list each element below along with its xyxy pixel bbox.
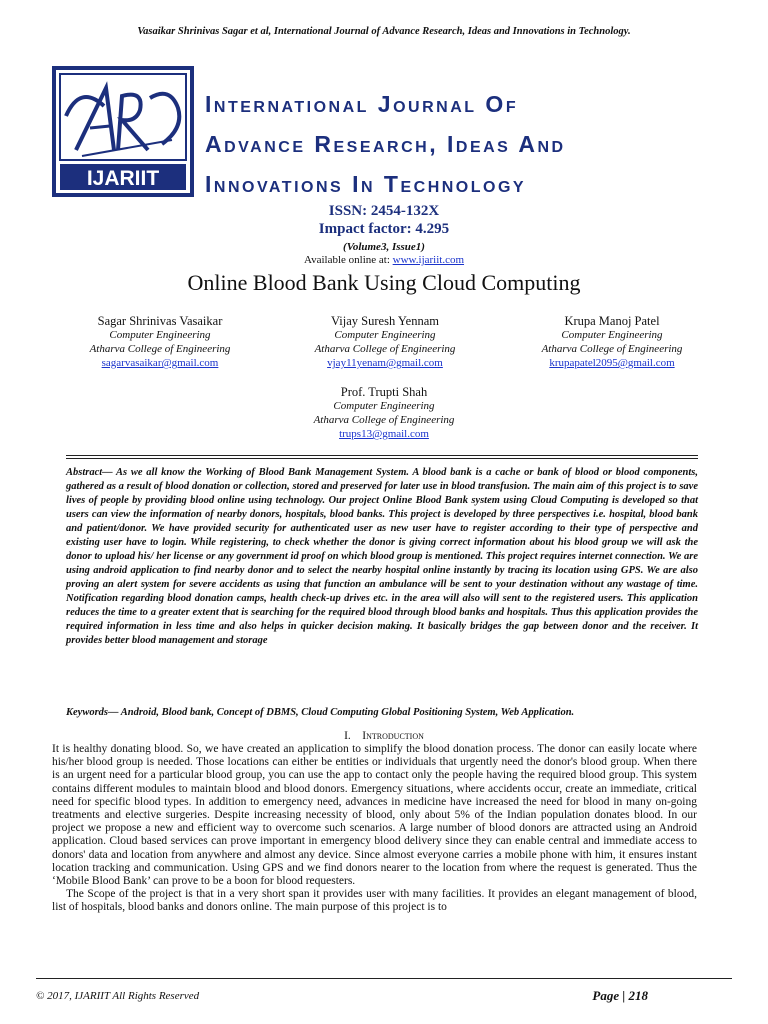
author-dept: Computer Engineering [561, 329, 663, 341]
availability-line [0, 254, 768, 266]
author-block [265, 314, 505, 370]
journal-title [205, 84, 725, 204]
author-block [264, 385, 504, 441]
availability-prefix: Available online at: [303, 254, 393, 266]
author-email-link[interactable]: trups13@gmail.com [339, 428, 429, 440]
divider [66, 455, 698, 456]
footer-copyright: © 2017, IJARIIT All Rights Reserved [36, 990, 200, 1002]
author-name: Prof. Trupti Shah [340, 385, 428, 399]
author-college: Atharva College of Engineering [541, 343, 683, 355]
logo-text: IJARIIT [86, 167, 160, 190]
journal-url-link[interactable]: www.ijariit.com [392, 254, 465, 266]
author-block [492, 314, 732, 370]
author-email-link[interactable]: krupapatel2095@gmail.com [549, 357, 675, 369]
abstract: Abstract— As we all know the Working of Blood Bank Management System. A blood bank is a cache or bank of blood or blood components, gathered as a result of blood donation or collection, stored and preserved for later use in blood transfusion. The main aim of this project is to save lives of people by providing blood online using technology. Our project Online Blood Bank system using Cloud Computing is developed so that users can view the information of nearby donors, hospitals, blood banks. This project is developed by three perspectives i.e. hospital, blood bank and patient/donor. We have provided security for authenticated user as new user have to register according to their type of perspective and existing user have to login. While registering, to check whether the donor is giving correct information about his blood group we will ask the donor to upload his/ her license or any government id proof on which blood group is mentioned. This project requires internet connection. We are using android application to find nearby donor and to select the nearby hospital online instantly by tracing its location using GPS. We are also proving an alert system for severe accidents as using that function an ambulance will be sent to your destination without any wastage of time. Notification regarding blood donation camps, health check-up drives etc. in the area will also will sent to the registered users. This application reduces the time to a greater extent that is searching for the required blood through blood banks and hospitals. Thus this application provides the required information in less time and also helps in quicker decision making. It basically bridges the gap between donor and the receiver. It provides better blood management and storage [66, 467, 698, 646]
author-email-link[interactable]: sagarvasaikar@gmail.com [101, 357, 219, 369]
paragraph: The Scope of the project is that in a very short span it provides user with many facilities. It provides an elegant management of blood, list of hospitals, blood banks and donors online. The main purpose of this project is to [52, 888, 697, 914]
author-college: Atharva College of Engineering [89, 343, 231, 355]
keywords: Keywords— Android, Blood bank, Concept of DBMS, Cloud Computing Global Positioning System, Web Application. [66, 707, 575, 718]
footer-divider [36, 978, 732, 979]
paper-title: Online Blood Bank Using Cloud Computing [187, 270, 581, 295]
page-number: Page | 218 [592, 988, 648, 1003]
author-dept: Computer Engineering [333, 400, 435, 412]
journal-title-line-3: Innovations In Technology [205, 171, 527, 197]
author-college: Atharva College of Engineering [313, 414, 455, 426]
paragraph: It is healthy donating blood. So, we have created an application to simplify the blood donation process. The donor can easily locate where his/her blood group is needed. Those locations can either be entities or individuals that urgently need the donor's blood group. When there is an urgent need for a particular blood group, you can use the app to contact only the people having the required blood group. This system contains different modules to maintain blood and blood donors. Emergency situations, where accidents occur, create an immediate, critical need for specific blood types. In addition to emergency need, advances in medicine have increased the need for blood in many on-going treatments and elective surgeries. Despite increasing necessity of blood, only about 5% of the Indian population donates blood. In our project we propose a new and efficient way to overcome such scenarios. A large number of blood donors are attracted using an Android application. Cloud based services can prove important in emergency blood delivery since they can enable central and immediate access to donors' data and location from anywhere and almost any device. Since almost everyone carries a mobile phone with him, it ensures instant location tracking and communication. Using GPS and we find donors nearer to the location from where the request is generated. Thus the ‘Mobile Blood Bank’ can prove to be a boon for blood requesters. [52, 743, 697, 888]
author-email-link[interactable]: vjay11yenam@gmail.com [327, 357, 443, 369]
author-block [40, 314, 280, 370]
author-dept: Computer Engineering [109, 329, 211, 341]
issn: ISSN: 2454-132X [328, 203, 440, 219]
author-name: Sagar Shrinivas Vasaikar [97, 314, 223, 328]
running-header: Vasaikar Shrinivas Sagar et al, International Journal of Advance Research, Ideas and Innovations in Technology. [137, 26, 631, 37]
author-dept: Computer Engineering [334, 329, 436, 341]
journal-title-line-2: Advance Research, Ideas And [205, 131, 566, 157]
author-name: Vijay Suresh Yennam [331, 314, 439, 328]
introduction-body [52, 743, 697, 915]
section-number: I. [344, 730, 351, 742]
section-title: Introduction [362, 730, 424, 742]
journal-title-line-1: International Journal Of [205, 91, 519, 117]
section-heading [0, 730, 768, 742]
impact-factor: Impact factor: 4.295 [318, 221, 450, 237]
divider [66, 458, 698, 459]
author-college: Atharva College of Engineering [314, 343, 456, 355]
author-name: Krupa Manoj Patel [564, 314, 660, 328]
volume-issue: (Volume3, Issue1) [343, 241, 425, 253]
journal-logo [52, 66, 194, 197]
